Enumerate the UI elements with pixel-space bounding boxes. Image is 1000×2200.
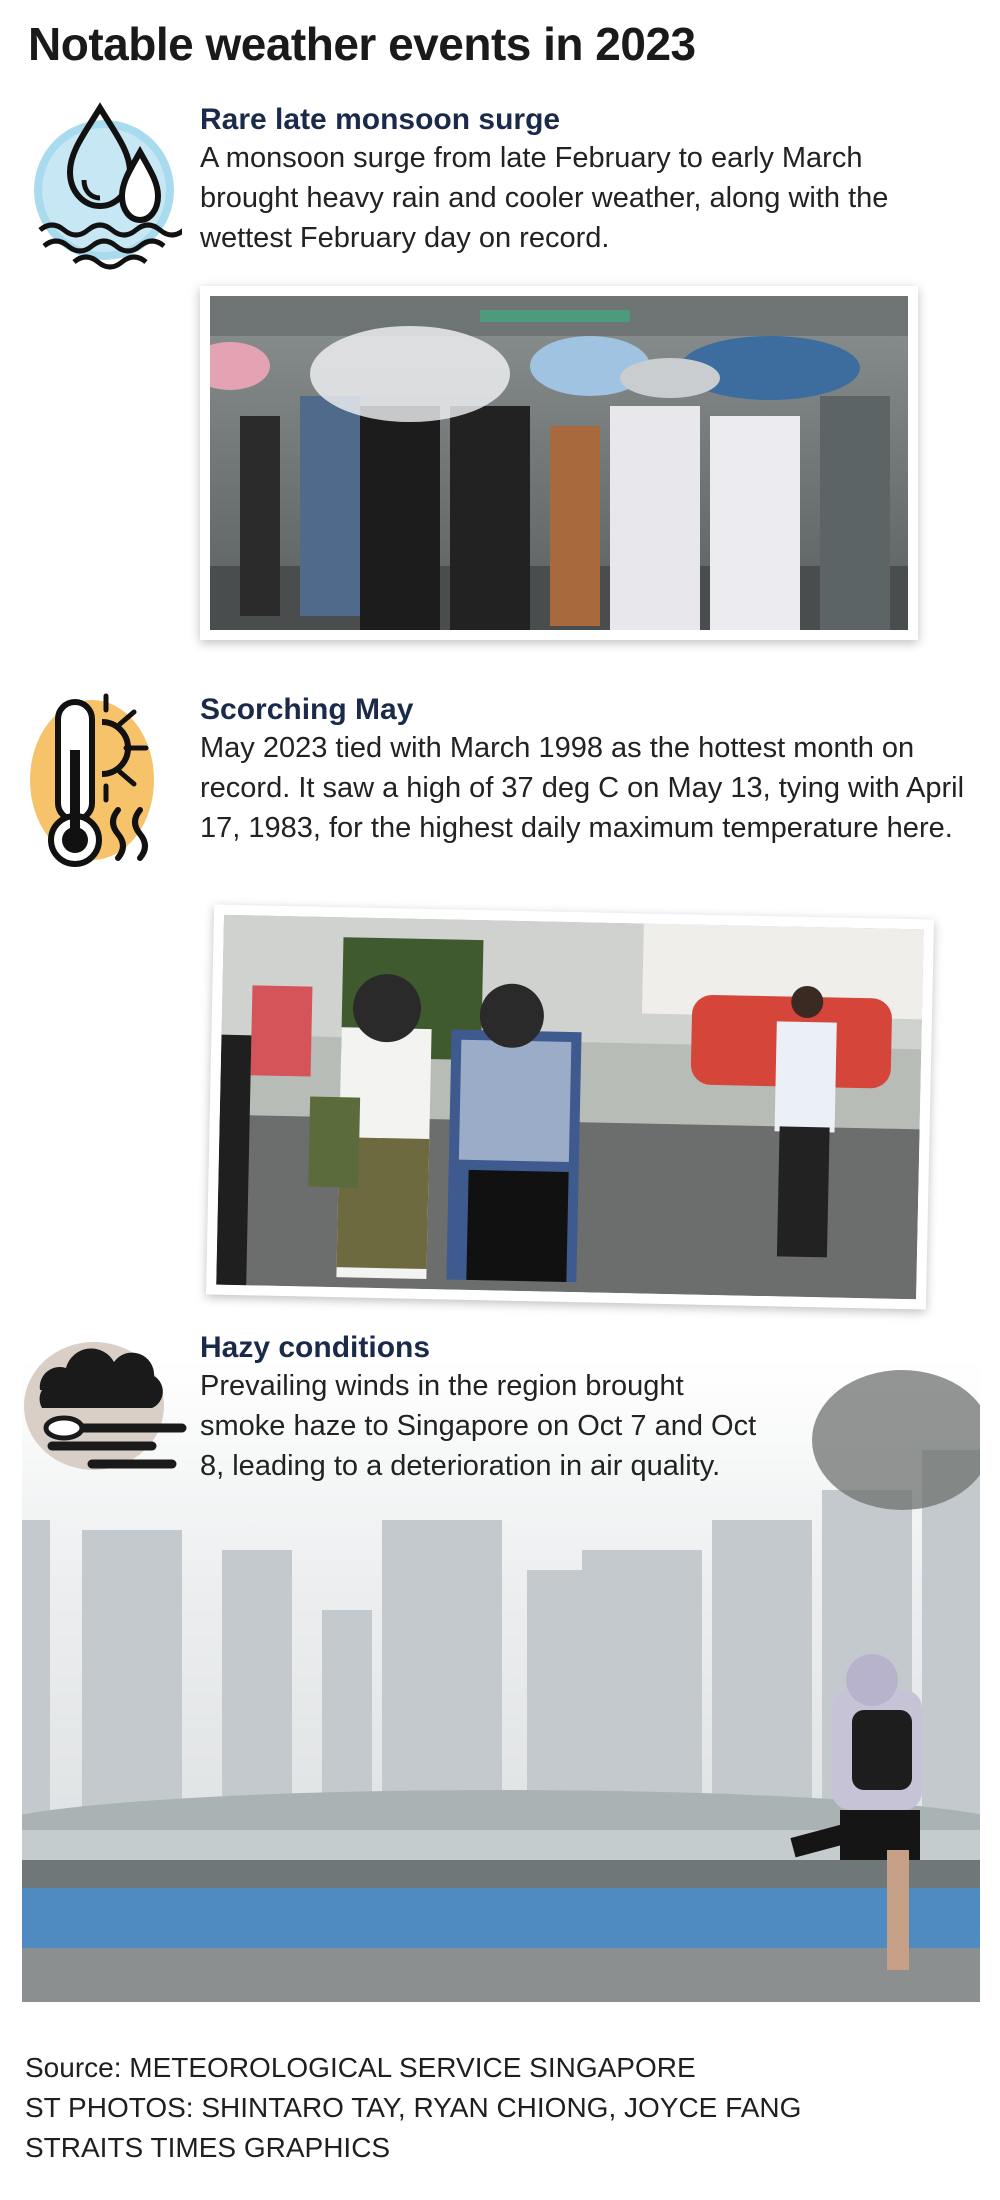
section-heading-heat: Scorching May xyxy=(200,693,414,726)
section-body-heat: May 2023 tied with March 1998 as the hottest month on record. It saw a high of 37 deg C on May 13, tying with April 17, 1983, for the highest daily maximum temperature here. xyxy=(200,732,965,844)
footer-graphics-credit: STRAITS TIMES GRAPHICS xyxy=(25,2132,391,2163)
footer-source: Source: METEOROLOGICAL SERVICE SINGAPORE xyxy=(25,2052,696,2083)
thermometer-sun-icon xyxy=(22,690,182,870)
page-title: Notable weather events in 2023 xyxy=(28,18,696,70)
section-heading-haze: Hazy conditions xyxy=(200,1331,431,1364)
photo-heat-pedestrians xyxy=(206,905,934,1310)
photo-rain-umbrellas xyxy=(200,286,918,640)
section-heading-monsoon: Rare late monsoon surge xyxy=(200,103,561,136)
footer-photo-credits: ST PHOTOS: SHINTARO TAY, RYAN CHIONG, JOYCE FANG xyxy=(25,2092,802,2123)
rain-drops-waves-icon xyxy=(22,100,182,270)
section-body-monsoon: A monsoon surge from late February to early March brought heavy rain and cooler weather, along with the wettest February day on record. xyxy=(200,142,889,254)
section-body-haze: Prevailing winds in the region brought smoke haze to Singapore on Oct 7 and Oct 8, leading to a deterioration in air quality. xyxy=(200,1370,757,1482)
haze-clouds-icon xyxy=(22,1330,192,1480)
